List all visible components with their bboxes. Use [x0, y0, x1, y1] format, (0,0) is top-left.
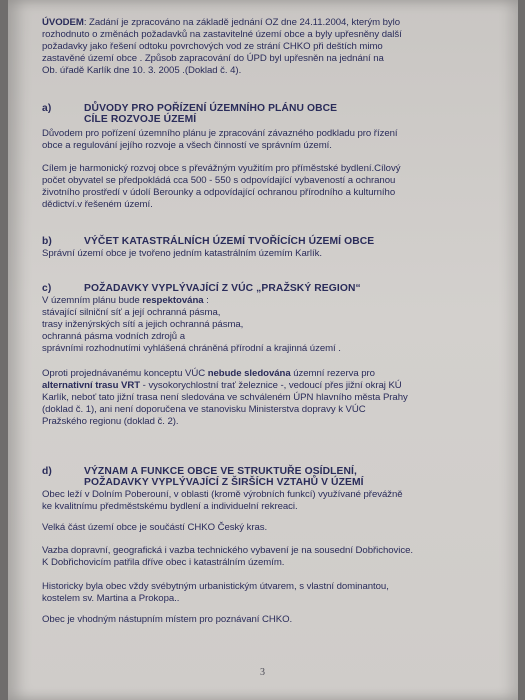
list-item: správními rozhodnutími vyhlášená chráněná přírodní a krajinná území .: [42, 342, 341, 354]
text-span: Oproti projednávanému konceptu VÚC: [42, 368, 208, 379]
text-line: K Dobřichovicím patřila dříve obec i katastrálním územím.: [42, 556, 285, 568]
section-title: POŽADAVKY VYPLÝVAJÍCÍ Z ŠIRŠÍCH VZTAHŮ V ÚZEMÍ: [84, 477, 364, 488]
intro-paragraph: [42, 17, 402, 77]
list-item: stávající silniční síť a její ochranná pásma,: [42, 306, 221, 318]
section-b-paragraph: [42, 248, 322, 260]
section-letter: d): [42, 466, 52, 477]
text-line: kostelem sv. Martina a Prokopa..: [42, 592, 180, 604]
section-title: DŮVODY PRO POŘÍZENÍ ÚZEMNÍHO PLÁNU OBCE: [84, 103, 338, 114]
text-line: Velká část území obce je součástí CHKO Český kras.: [42, 522, 268, 533]
list-item: ochranná pásma vodních zdrojů a: [42, 330, 185, 342]
text-line: životního prostředí v údolí Berounky a odpovídající ochranou přírodního a kulturního: [42, 186, 396, 198]
text-line: Pražského regionu (doklad č. 2).: [42, 415, 179, 427]
section-a-heading: [42, 103, 482, 129]
emphasis-text: respektována: [142, 295, 204, 306]
text-span: - vysokorychlostní trať železnice -, vedoucí přes jižní okraj KÚ: [140, 379, 402, 391]
section-title: VÝČET KATASTRÁLNÍCH ÚZEMÍ TVOŘÍCÍCH ÚZEMÍ OBCE: [84, 236, 375, 247]
text-line: dědictví.v řešeném území.: [42, 198, 153, 210]
text-line: Cílem je harmonický rozvoj obce s převážným využitím pro příměstské bydlení.Cílový: [42, 163, 401, 174]
text-line: Historicky byla obec vždy svébytným urbanistickým útvarem, s vlastní dominantou,: [42, 581, 389, 592]
intro-line: požadavky jako řešení odtoku povrchových vod ze strání CHKO při deštích mimo: [42, 40, 383, 52]
page-number: 3: [260, 667, 265, 678]
section-a-paragraph: [42, 128, 398, 152]
text-line: obce a regulování jejího rozvoje a všech činností ve správním území.: [42, 139, 332, 151]
section-d-paragraph: [42, 522, 267, 534]
section-letter: c): [42, 283, 52, 294]
section-letter: a): [42, 103, 52, 114]
section-a-paragraph: [42, 163, 400, 211]
text-line: (doklad č. 1), ani není doporučena ve stanovisku Ministerstva dopravy k VÚC: [42, 403, 366, 415]
section-c-paragraph: [42, 368, 408, 428]
emphasis-text: nebude sledována: [207, 368, 291, 379]
text-line: Obec leží v Dolním Poberouní, v oblasti (kromě výrobních funkcí) využívané převážně: [42, 489, 403, 500]
section-title: VÝZNAM A FUNKCE OBCE VE STRUKTUŘE OSÍDLENÍ,: [84, 466, 357, 477]
text-line: ke kvalitnímu předměstskému bydlení a individuelní rekreaci.: [42, 500, 298, 512]
section-d-paragraph: [42, 614, 292, 626]
section-d-paragraph: [42, 581, 389, 605]
text-line: Obec je vhodným nástupním místem pro poznávaní CHKO.: [42, 614, 293, 625]
intro-line: rozhodnuto o změnách požadavků na zastavitelné území obce a byly upřesněny další: [42, 28, 402, 40]
section-title: POŽADAVKY VYPLÝVAJÍCÍ Z VÚC „PRAŽSKÝ REGION“: [84, 283, 361, 294]
intro-line: : Zadání je zpracováno na základě jednání OZ dne 24.11.2004, kterým bylo: [83, 17, 401, 28]
intro-line: Ob. úřadě Karlík dne 10. 3. 2005 .(Doklad č. 4).: [42, 64, 242, 76]
section-c-list: [42, 295, 341, 355]
text-span: :: [203, 295, 209, 306]
intro-line: zastavěné území obce . Způsob zapracování do ÚPD byl upřesněn na jednání na: [42, 52, 384, 64]
section-title: CÍLE ROZVOJE ÚZEMÍ: [84, 114, 197, 125]
emphasis-text: alternativní trasu VRT: [42, 379, 141, 391]
section-d-paragraph: [42, 489, 403, 513]
text-span: územní rezerva pro: [290, 368, 375, 379]
section-letter: b): [42, 236, 52, 247]
section-d-paragraph: [42, 545, 413, 569]
text-span: V územním plánu bude: [42, 295, 143, 306]
text-line: Důvodem pro pořízení územního plánu je zpracování závazného podkladu pro řízení: [42, 128, 398, 139]
text-line: Karlík, neboť tato jižní trasa není sledována ve schváleném ÚPN hlavního města Prahy: [42, 391, 408, 403]
intro-label: ÚVODEM: [42, 17, 84, 28]
list-item: trasy inženýrských sítí a jejich ochranná pásma,: [42, 318, 244, 330]
document-page: [8, 0, 518, 700]
text-line: Správní území obce je tvořeno jedním katastrálním územím Karlík.: [42, 248, 322, 259]
text-line: počet obyvatel se předpokládá cca 500 - 550 s odpovídající vybaveností a ochranou: [42, 174, 396, 186]
text-line: Vazba dopravní, geografická i vazba technického vybavení je na sousední Dobřichovice.: [42, 545, 414, 556]
